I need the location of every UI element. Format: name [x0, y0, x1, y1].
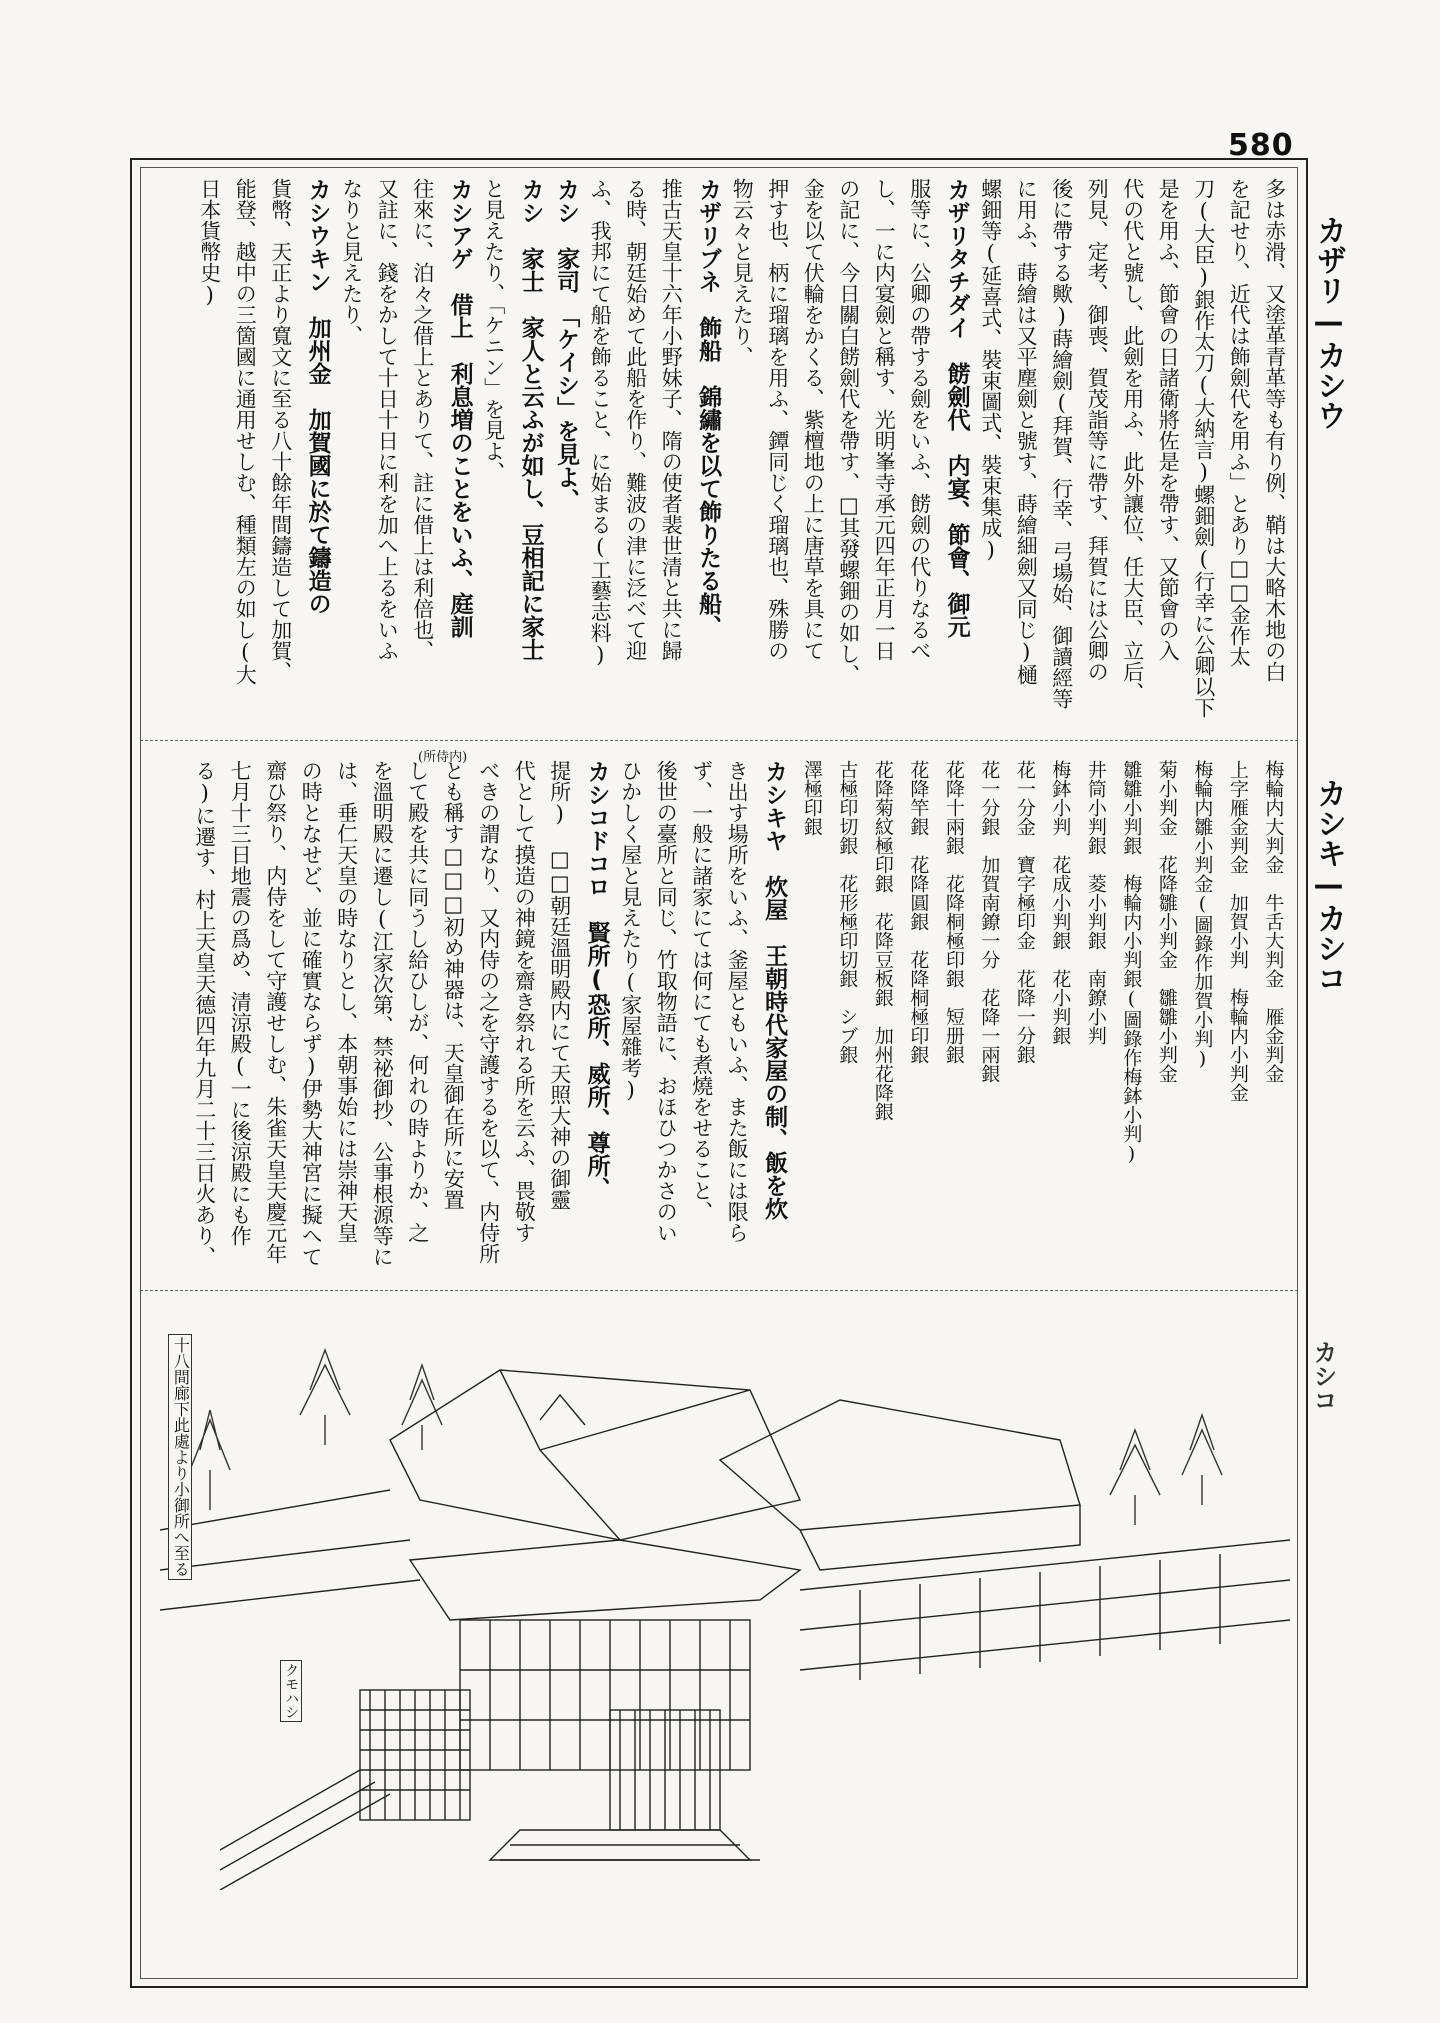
- section-divider-lower: [140, 1290, 1298, 1291]
- section-divider-upper: [140, 740, 1298, 741]
- lower-entry-column: 後世の臺所と同じ、竹取物語に、おほひつかさのい: [654, 760, 679, 1243]
- coin-list-column: 梅輪内雛小判金(圖錄作加賀小判): [1191, 760, 1214, 1070]
- coin-list-column: 古極印切銀 花形極印切銀 シブ銀: [836, 760, 859, 1064]
- palace-drawing: [160, 1330, 1290, 1890]
- lower-entry-column: は、垂仁天皇の時なりとし、本朝事始には崇神天皇: [334, 760, 359, 1243]
- upper-entry-column: 日本貨幣史): [197, 178, 222, 307]
- upper-entry-column: 代の代と號し、此劍を用ふ、此外讓位、任大臣、立后、: [1120, 178, 1145, 703]
- lower-entry-column: して殿を共に同うし給ひしが、何れの時よりか、之: [405, 760, 430, 1243]
- bridge-label: クモハシ: [280, 1660, 302, 1722]
- upper-entry-column: し、一に内宴劍と稱す、光明峯寺承元四年正月一日: [872, 178, 897, 661]
- upper-entry-column: を記せり、近代は飾劍代を用ふ」とあり□□金作太: [1227, 178, 1252, 667]
- upper-entry-column: 物云々と見えたり、: [730, 178, 755, 367]
- trees: [190, 1350, 1222, 1525]
- upper-entry-column: なりと見えたり、: [339, 178, 364, 346]
- coin-list-column: 澤極印銀: [800, 760, 823, 836]
- upper-entry-column: 往來に、泊々之借上とありて、註に借上は利倍也、: [410, 178, 435, 661]
- upper-entry-column: る時、朝廷始めて此船を作り、難波の津に泛べて迎: [623, 178, 648, 661]
- upper-entry-column: カザリタチダイ 餝劍代 内宴、節會、御元: [943, 178, 970, 638]
- running-head-upper: カザリ—カシウ: [1311, 215, 1346, 430]
- upper-entry-column: 推古天皇十六年小野妹子、隋の使者裴世清と共に歸: [659, 178, 684, 661]
- upper-entry-column: カシ 家司 「ケイシ」を見よ、: [553, 178, 580, 512]
- coin-list-column: 花降十兩銀 花降桐極印銀 短册銀: [942, 760, 965, 1064]
- coin-list-column: 花降竿銀 花降圓銀 花降桐極印銀: [907, 760, 930, 1064]
- upper-entry-column: 列見、定考、御喪、賀茂詣等に帶す、拜賀には公卿の: [1085, 178, 1110, 682]
- coin-list-column: 花降菊紋極印銀 花降豆板銀 加州花降銀: [871, 760, 894, 1121]
- upper-entry-column: 押す也、柄に瑠璃を用ふ、鐔同じく瑠璃也、殊勝の: [765, 178, 790, 661]
- upper-entry-column: 能登、越中の三箇國に通用せしむ、種類左の如し(大: [233, 178, 258, 685]
- upper-entry-column: カザリブネ 飾船 錦繡を以て飾りたる船、: [695, 178, 722, 638]
- upper-entry-column: の記に、今日關白餝劍代を帶す、□其發螺鈿の如し、: [836, 178, 861, 685]
- palace-illustration: [160, 1330, 1290, 1890]
- coin-list-column: 上字雁金判金 加賀小判 梅輪内小判金: [1226, 760, 1249, 1102]
- lower-entry-column: 七月十三日地震の爲め、清涼殿(一に後涼殿にも作: [228, 760, 253, 1246]
- upper-entry-column: と見えたり、「ケニン」を見よ、: [481, 178, 506, 483]
- lower-entry-column: とも稱す□□□初め神器は、天皇御在所に安置: [441, 760, 466, 1210]
- coin-list-column: 梅輪内大判金 牛舌大判金 雁金判金: [1262, 760, 1285, 1083]
- upper-entry-column: 多は赤滑、又塗革青革等も有り例、鞘は大略木地の白: [1262, 178, 1287, 682]
- upper-entry-column: カシアゲ 借上 利息増のことをいふ、庭訓: [446, 178, 473, 638]
- upper-entry-column: カシウキン 加州金 加賀國に於て鑄造の: [304, 178, 331, 615]
- coin-list-column: 雛雛小判銀 梅輪内小判銀(圖錄作梅鉢小判): [1120, 760, 1143, 1165]
- lower-entry-column: べきの謂なり、又内侍の之を守護するを以て、内侍所: [476, 760, 501, 1264]
- lower-entry-column: る)に遷す、村上天皇天德四年九月二十三日火あり、: [192, 760, 217, 1267]
- upper-entry-column: カシ 家士 家人と云ふが如し、豆相記に家士: [517, 178, 544, 661]
- small-tag: (所侍内): [418, 750, 468, 765]
- illustration-caption: 十八間廊下此處より小御所へ至る: [168, 1334, 192, 1580]
- lower-entry-column: カシコドコロ 賢所(恐所、威所、尊所、: [583, 760, 610, 1200]
- lower-entry-column: 代として摸造の神鏡を齋き祭れる所を云ふ、畏敬す: [512, 760, 537, 1243]
- upper-entry-column: 螺鈿等(延喜式、裝束圖式、裝束集成): [978, 178, 1003, 562]
- running-head-lower: カシキ—カシコ: [1311, 778, 1346, 993]
- coin-list-column: 花一分金 寶字極印金 花降一分銀: [1013, 760, 1036, 1064]
- lower-entry-column: 提所) □□朝廷溫明殿内にて天照大神の御靈: [547, 760, 572, 1210]
- upper-entry-column: 是を用ふ、節會の日諸衛將佐是を帶す、又節會の入: [1156, 178, 1181, 661]
- upper-entry-column: ふ、我邦にて船を飾ること、に始まる(工藝志料): [588, 178, 613, 667]
- coin-list-column: 花一分銀 加賀南鐐一分 花降一兩銀: [978, 760, 1001, 1083]
- lower-entry-column: ひかしく屋と見えたり(家屋雜考): [618, 760, 643, 1102]
- coin-list-column: 菊小判金 花降雛小判金 雛雛小判金: [1155, 760, 1178, 1083]
- lower-entry-column: き出す場所をいふ、釜屋ともいふ、また飯には限ら: [725, 760, 750, 1243]
- upper-entry-column: 又註に、錢をかして十日十日に利を加へ上るをいふ: [375, 178, 400, 661]
- lower-entry-column: 齋ひ祭り、内侍をして守護せしむ、朱雀天皇天慶元年: [263, 760, 288, 1264]
- lower-entry-column: カシキヤ 炊屋 王朝時代家屋の制、飯を炊: [761, 760, 788, 1220]
- upper-entry-column: 貨幣、天正より寬文に至る八十餘年間鑄造して加賀、: [268, 178, 293, 682]
- page-number: 580: [1228, 128, 1294, 163]
- coin-list-column: 梅鉢小判 花成小判銀 花小判銀: [1049, 760, 1072, 1045]
- upper-entry-column: に用ふ、蒔繪は又平塵劍と號す、蒔繪細劍又同じ)樋: [1014, 178, 1039, 685]
- side-tab: カシコ: [1309, 1340, 1337, 1412]
- upper-entry-column: 刀(大臣)銀作太刀(大納言)螺鈿劍(行幸に公卿以下: [1191, 178, 1216, 718]
- lower-entry-column: を溫明殿に遷し(江家次第、禁祕御抄、公事根源等に: [370, 760, 395, 1267]
- upper-entry-column: 金を以て伏輪をかくる、紫檀地の上に唐草を具にて: [801, 178, 826, 661]
- upper-entry-column: 服等に、公卿の帶する劍をいふ、餝劍の代りなるべ: [907, 178, 932, 661]
- lower-entry-column: ず、一般に諸家にては何にても煮燒をせること、: [689, 760, 714, 1222]
- coin-list-column: 井筒小判銀 菱小判銀 南鐐小判: [1084, 760, 1107, 1045]
- upper-entry-column: 後に帶する歟)蒔繪劍(拜賀、行幸、弓場始、御讀經等: [1049, 178, 1074, 709]
- lower-entry-column: の時となせど、並に確實ならず)伊勢大神宮に擬へて: [299, 760, 324, 1267]
